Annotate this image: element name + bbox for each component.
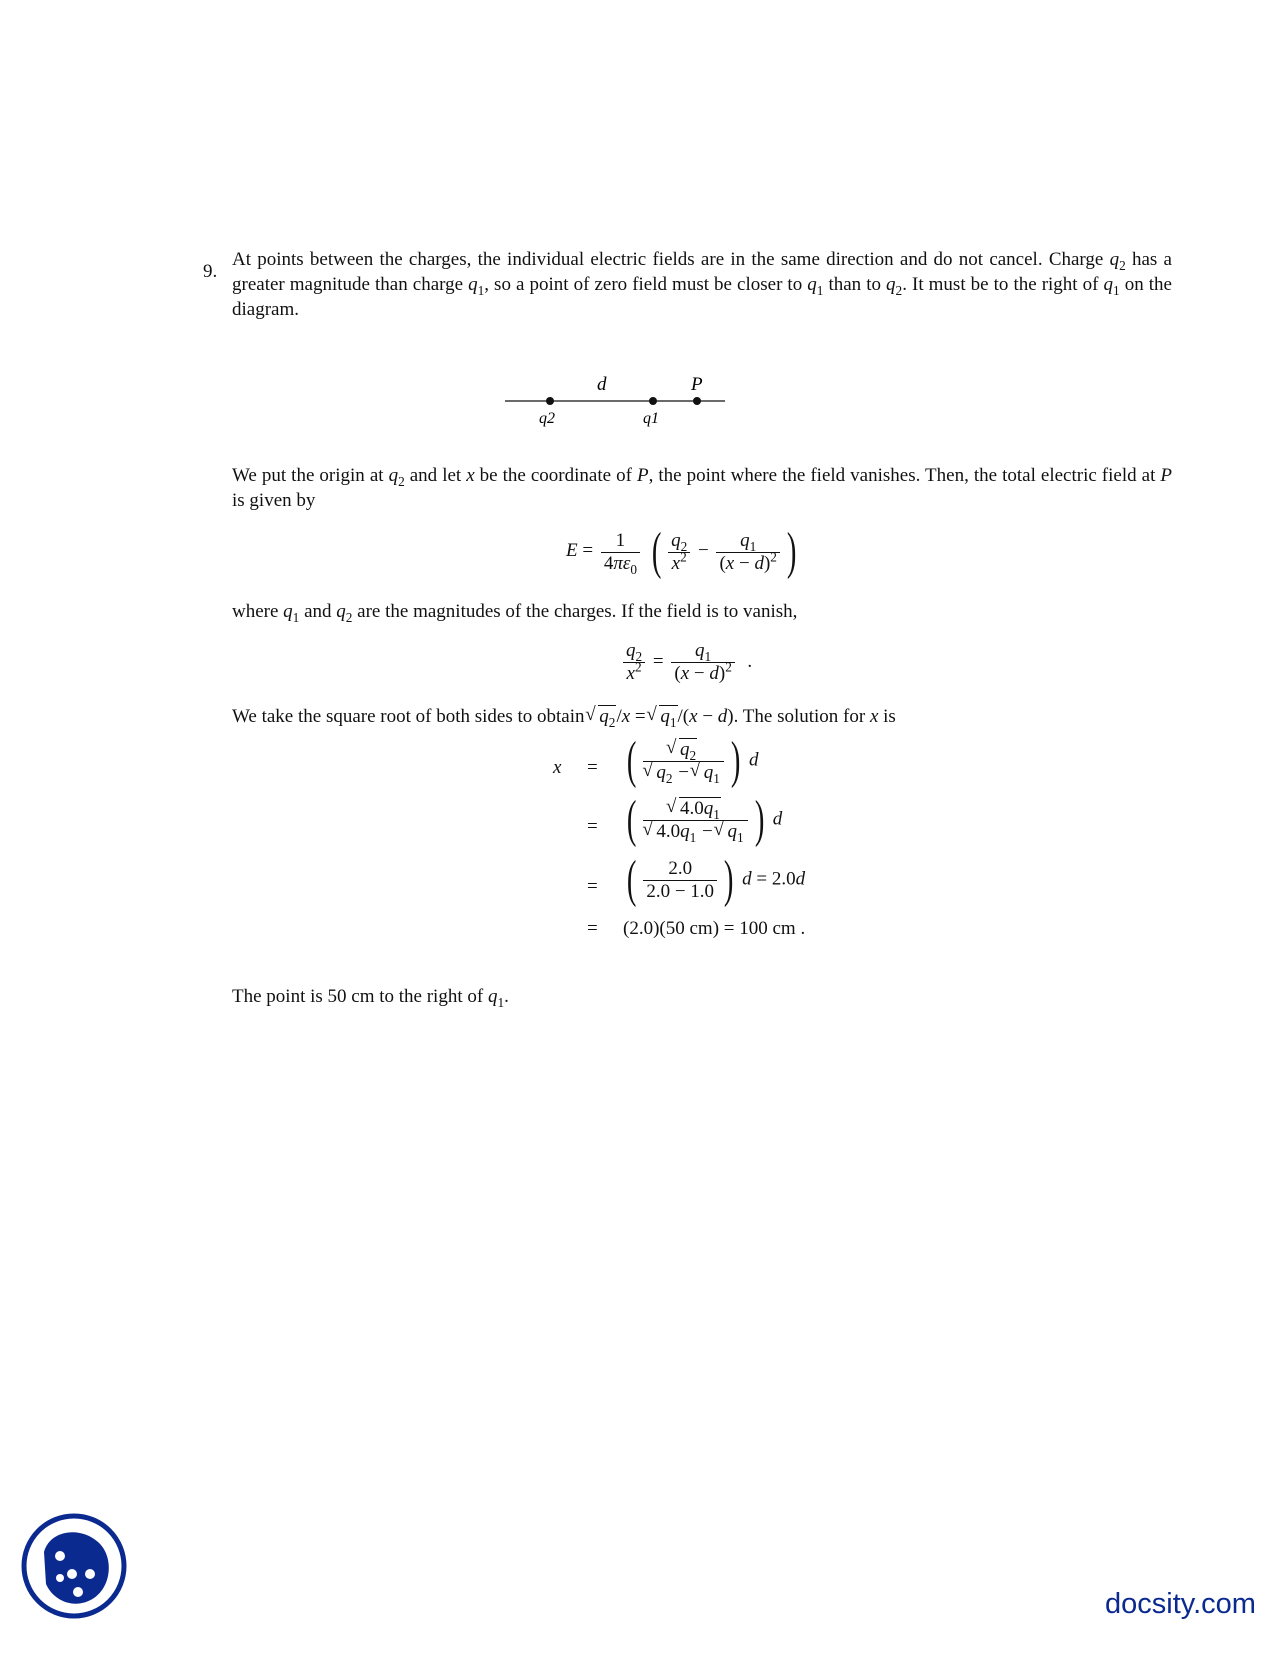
sqrt-paragraph xyxy=(232,704,1172,729)
label-q1: q1 xyxy=(643,410,659,427)
label-q2: q2 xyxy=(539,410,555,427)
charge-diagram xyxy=(495,365,735,440)
vanish-equation-rendered: $\frac{q_2}{x^2}$ = $\frac{q_1}{(x - d)^2}$ . xyxy=(620,651,752,672)
origin-rendered: We put the origin at $q_2$ and let x be the coordinate of P, the point where the field vanishes. Then, the total electric field at P is given by xyxy=(232,465,1173,511)
origin-paragraph xyxy=(232,463,1172,513)
problem-number: 9. xyxy=(203,261,218,282)
intro-paragraph xyxy=(232,247,1172,322)
where-paragraph xyxy=(232,599,1172,624)
vanish-equation xyxy=(620,640,752,685)
intro-rendered: At points between the charges, the individual electric fields are in the same direction and do not cancel. Charge $q_2$ has a greater magnitude than charge $q_1$, so a point of zero field must be closer to $q_1$ than to $q_2$. It must be to the right of $q_1$ on the diagram. xyxy=(232,249,1172,320)
sqrt-rendered: We take the square root of both sides to obtain √ $q_2/x$ = √ $q_1/(x - d)$. The solution for x is xyxy=(232,706,896,727)
point-p-dot xyxy=(693,397,701,405)
conclusion-rendered: The point is 50 cm to the right of $q_1$. xyxy=(232,986,509,1010)
conclusion-paragraph xyxy=(232,984,1172,1009)
charge-q2-dot xyxy=(546,397,554,405)
document-page: 9. At points between the charges, the individual electric fields are in the same direction and do not cancel. Charge $q_2$ has a greater magnitude than charge $q_1$, so a point of zero field must be closer to $q_1$ than to $q_2$. It must be to the right of $q_1$ on the diagram. d P q2 q1 We put the origin at $q_2$ and let x be the coordinate of P, the point where the field vanishes. Then, the total electric field at P is given by E = $\frac{1}{4\pi\varepsilon_0}$ ( $\frac{q_2}{x^2}$ − $\frac{q_1}{(x - d)^2}$ ) where $q_1$ and $q_2$ are the magnitudes of the charges. If the field is to vanish, $\frac{q_2}{x^2}$ = $\frac{q_1}{(x - d)^2}$ . We take the square root of both sides to obtain √ $q_2/x$ = √ $q_1/(x - d)$. The solution for x is x = ( √ $q_2$ √ $q_2$ − √ $q_1$ ) d = ( √ $4.0q_1$ √ $4.0q_1$ − √ $q_1$ ) d = ( $\frac{2.0}{2.0 - 1.0}$ ) d = 2.0d = (2.0)(50 cm) = 100 cm . The point is 50 cm to the right of $q_1$. docsity.com xyxy=(0,0,1280,1656)
charge-q1-dot xyxy=(649,397,657,405)
label-p: P xyxy=(691,374,703,395)
field-equation xyxy=(566,523,800,580)
where-rendered: where $q_1$ and $q_2$ are the magnitudes of the charges. If the field is to vanish, xyxy=(232,601,798,625)
docsity-brand-link[interactable]: docsity.com xyxy=(1105,1588,1256,1620)
label-d: d xyxy=(597,374,607,395)
docsity-logo-icon[interactable] xyxy=(20,1512,128,1620)
field-equation-rendered: E = $\frac{1}{4\pi\varepsilon_0}$ ( $\frac{q_2}{x^2}$ − $\frac{q_1}{(x - d)^2}$ ) xyxy=(566,523,797,580)
solution-line-1-rendered: x = ( √ $q_2$ √ $q_2$ − √ $q_1$ ) d xyxy=(553,757,561,778)
solution-line-1 xyxy=(553,732,759,789)
